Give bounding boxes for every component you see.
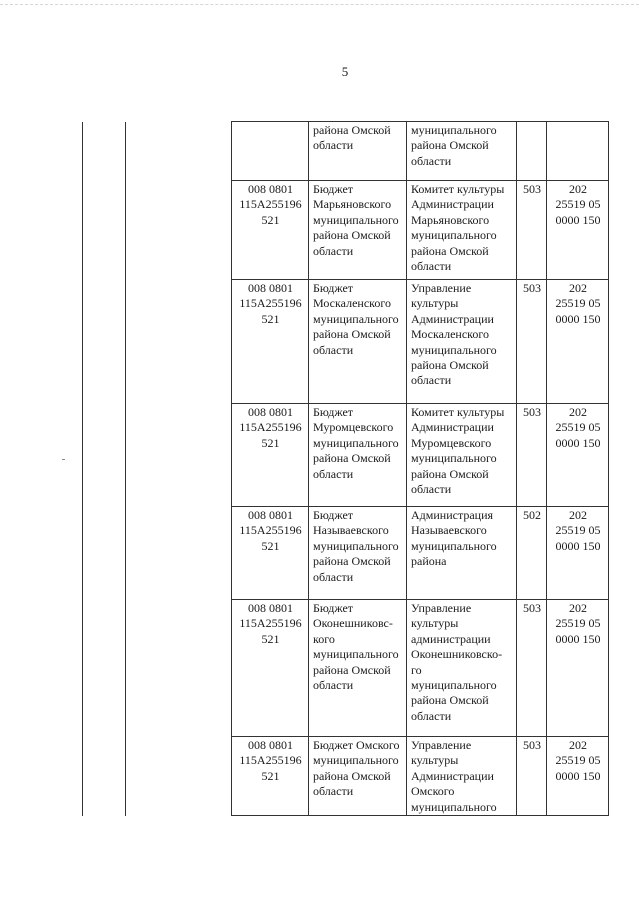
cell-text-line: 25519 05 — [555, 197, 601, 212]
cell-text-line: муниципального — [411, 342, 497, 357]
cell-text-line: культуры — [411, 296, 459, 311]
cell-text-line: Бюджет Омского — [313, 738, 400, 752]
chapter-code-cell — [517, 122, 547, 181]
cell-text-line: 202 — [569, 508, 587, 522]
cell-text-line: 521 — [261, 538, 280, 553]
kbk-code-cell — [547, 181, 609, 280]
cell-text-line: области — [313, 138, 354, 153]
cell-text-line: района Омской — [313, 554, 391, 569]
budget-name-cell — [309, 404, 407, 507]
cell-text-line: Управление — [411, 738, 472, 752]
cell-text-line: Управление — [411, 601, 472, 615]
empty-cell-left — [83, 404, 126, 507]
cell-text-line: Бюджет — [313, 601, 354, 615]
chapter-code-cell — [517, 507, 547, 600]
cell-text-line: района Омской — [411, 243, 489, 258]
cell-text-line: района Омской — [313, 768, 391, 783]
cell-text-line: 115А255196 — [239, 616, 302, 631]
cell-text-line: культуры — [411, 753, 459, 768]
cell-text-line: муниципального — [411, 228, 497, 243]
table-row — [83, 181, 609, 280]
cell-text-line: 521 — [261, 311, 280, 326]
cell-text-line: района Омской — [313, 662, 391, 677]
cell-text-line: Москаленского — [313, 296, 391, 311]
empty-cell-second — [126, 181, 232, 280]
empty-cell-left — [83, 280, 126, 404]
kbk-code-cell — [547, 507, 609, 600]
cell-text-line: Комитет культуры — [411, 405, 505, 419]
cell-text-line: района Омской — [313, 228, 391, 243]
cell-text-line: Называевского — [313, 523, 389, 538]
empty-cell-second — [126, 404, 232, 507]
administrator-cell — [407, 737, 517, 816]
budget-name-cell — [309, 507, 407, 600]
cell-text-line: района Омской — [411, 693, 489, 708]
cell-text-line: 115А255196 — [239, 523, 302, 538]
cell-text-line: Марьяновского — [313, 197, 392, 212]
cell-text-line: 008 0801 — [248, 601, 293, 615]
budget-table — [82, 121, 609, 816]
administrator-cell — [407, 507, 517, 600]
cell-text-line: области — [313, 243, 354, 258]
administrator-cell — [407, 404, 517, 507]
cell-text-line: культуры — [411, 616, 459, 631]
cell-text-line: 521 — [261, 768, 280, 783]
cell-text-line: муниципального — [313, 311, 399, 326]
kbk-code-cell — [547, 122, 609, 181]
empty-cell-second — [126, 737, 232, 816]
empty-cell-left — [83, 122, 126, 181]
budget-code-cell — [232, 404, 309, 507]
empty-cell-left — [83, 600, 126, 737]
budget-code-cell — [232, 280, 309, 404]
cell-text-line: Называевского — [411, 523, 487, 538]
cell-text-line: го — [411, 662, 422, 677]
cell-text-line: Комитет культуры — [411, 182, 505, 196]
cell-text-line: муниципального — [411, 538, 497, 553]
cell-text-line: 25519 05 — [555, 523, 601, 538]
budget-name-cell — [309, 181, 407, 280]
cell-text-line: Муромцевского — [411, 435, 492, 450]
table-body — [83, 122, 609, 816]
cell-text-line: области — [313, 784, 354, 799]
budget-code-cell — [232, 600, 309, 737]
kbk-code-cell — [547, 404, 609, 507]
cell-text-line: 115А255196 — [239, 753, 302, 768]
cell-text-line: Администрации — [411, 197, 494, 212]
administrator-cell — [407, 181, 517, 280]
cell-text-line: муниципального — [411, 678, 497, 693]
cell-text-line: 502 — [523, 508, 541, 522]
top-scan-rule — [0, 4, 639, 5]
cell-text-line: 521 — [261, 212, 280, 227]
cell-text-line: района Омской — [411, 358, 489, 373]
cell-text-line: 202 — [569, 182, 587, 196]
cell-text-line: муниципального — [411, 451, 497, 466]
cell-text-line: района Омской — [313, 451, 391, 466]
cell-text-line: 503 — [523, 601, 541, 615]
cell-text-line: 503 — [523, 405, 541, 419]
cell-text-line: 503 — [523, 738, 541, 752]
cell-text-line: муниципального — [313, 435, 399, 450]
chapter-code-cell — [517, 181, 547, 280]
cell-text-line: 521 — [261, 435, 280, 450]
page-number: 5 — [341, 64, 349, 79]
administrator-cell — [407, 122, 517, 181]
cell-text-line: области — [411, 708, 452, 723]
empty-cell-left — [83, 507, 126, 600]
cell-text-line: области — [411, 482, 452, 497]
cell-text-line: муниципального — [313, 647, 399, 662]
cell-text-line: области — [313, 342, 354, 357]
cell-text-line: Администрации — [411, 768, 494, 783]
cell-text-line: 0000 150 — [555, 631, 601, 646]
administrator-cell — [407, 600, 517, 737]
cell-text-line: муниципального — [313, 753, 399, 768]
cell-text-line: Бюджет — [313, 281, 354, 295]
cell-text-line: Москаленского — [411, 327, 489, 342]
empty-cell-second — [126, 122, 232, 181]
budget-code-cell — [232, 122, 309, 181]
cell-text-line: Марьяновского — [411, 212, 490, 227]
cell-text-line: 008 0801 — [248, 281, 293, 295]
budget-code-cell — [232, 181, 309, 280]
table-row — [83, 122, 609, 181]
cell-text-line: района — [411, 554, 447, 569]
kbk-code-cell — [547, 737, 609, 816]
budget-name-cell — [309, 280, 407, 404]
chapter-code-cell — [517, 737, 547, 816]
chapter-code-cell — [517, 600, 547, 737]
cell-text-line: 0000 150 — [555, 311, 601, 326]
budget-name-cell — [309, 122, 407, 181]
cell-text-line: Оконешниковс- — [313, 616, 393, 631]
table-row — [83, 600, 609, 737]
table-row — [83, 737, 609, 816]
cell-text-line: области — [411, 373, 452, 388]
budget-code-cell — [232, 737, 309, 816]
cell-text-line: района Омской — [411, 138, 489, 153]
cell-text-line: района Омской — [411, 466, 489, 481]
cell-text-line: 0000 150 — [555, 435, 601, 450]
empty-cell-left — [83, 181, 126, 280]
cell-text-line: 202 — [569, 601, 587, 615]
administrator-cell — [407, 280, 517, 404]
cell-text-line: области — [411, 259, 452, 274]
budget-name-cell — [309, 737, 407, 816]
cell-text-line: 008 0801 — [248, 738, 293, 752]
empty-cell-left — [83, 737, 126, 816]
cell-text-line: 202 — [569, 281, 587, 295]
budget-name-cell — [309, 600, 407, 737]
cell-text-line: 0000 150 — [555, 768, 601, 783]
cell-text-line: муниципального — [411, 123, 497, 137]
cell-text-line: 202 — [569, 405, 587, 419]
cell-text-line: кого — [313, 631, 335, 646]
cell-text-line: Бюджет — [313, 405, 354, 419]
cell-text-line: 25519 05 — [555, 753, 601, 768]
cell-text-line: 0000 150 — [555, 212, 601, 227]
scan-mark — [62, 459, 65, 460]
cell-text-line: района Омской — [313, 123, 391, 137]
cell-text-line: области — [411, 153, 452, 168]
cell-text-line: Бюджет — [313, 508, 354, 522]
cell-text-line: области — [313, 678, 354, 693]
cell-text-line: Омского — [411, 784, 455, 799]
empty-cell-second — [126, 600, 232, 737]
cell-text-line: 008 0801 — [248, 182, 293, 196]
cell-text-line: Бюджет — [313, 182, 354, 196]
budget-code-cell — [232, 507, 309, 600]
cell-text-line: муниципального — [313, 212, 399, 227]
cell-text-line: 008 0801 — [248, 405, 293, 419]
cell-text-line: 115А255196 — [239, 197, 302, 212]
cell-text-line: Управление — [411, 281, 472, 295]
cell-text-line: 25519 05 — [555, 616, 601, 631]
cell-text-line: 25519 05 — [555, 420, 601, 435]
empty-cell-second — [126, 280, 232, 404]
cell-text-line: Муромцевского — [313, 420, 394, 435]
cell-text-line: Администрации — [411, 420, 494, 435]
cell-text-line: Оконешниковско- — [411, 647, 503, 662]
cell-text-line: 115А255196 — [239, 420, 302, 435]
cell-text-line: муниципального — [313, 538, 399, 553]
cell-text-line: 202 — [569, 738, 587, 752]
cell-text-line: муниципального — [411, 799, 497, 814]
cell-text-line: администрации — [411, 631, 491, 646]
cell-text-line: области — [313, 466, 354, 481]
kbk-code-cell — [547, 600, 609, 737]
table-row — [83, 404, 609, 507]
chapter-code-cell — [517, 404, 547, 507]
table-row — [83, 507, 609, 600]
table-row — [83, 280, 609, 404]
kbk-code-cell — [547, 280, 609, 404]
cell-text-line: 521 — [261, 631, 280, 646]
cell-text-line: Администрации — [411, 311, 494, 326]
cell-text-line: области — [313, 569, 354, 584]
cell-text-line: 503 — [523, 182, 541, 196]
cell-text-line: 008 0801 — [248, 508, 293, 522]
chapter-code-cell — [517, 280, 547, 404]
cell-text-line: 25519 05 — [555, 296, 601, 311]
cell-text-line: Администрация — [411, 508, 494, 522]
empty-cell-second — [126, 507, 232, 600]
cell-text-line: района Омской — [313, 327, 391, 342]
cell-text-line: 0000 150 — [555, 538, 601, 553]
cell-text-line: 115А255196 — [239, 296, 302, 311]
cell-text-line: 503 — [523, 281, 541, 295]
